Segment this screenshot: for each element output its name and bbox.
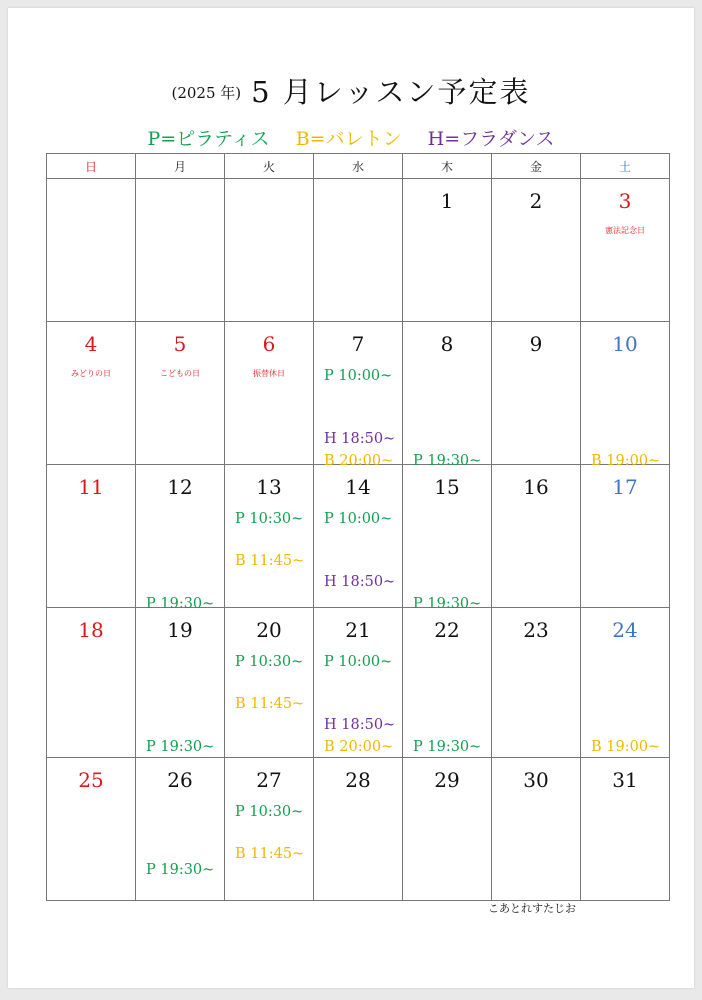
day-number: 14 [345, 475, 371, 499]
calendar-day-cell [403, 322, 492, 469]
day-number: 12 [167, 475, 193, 499]
weekday-header: 月 [136, 154, 225, 179]
lesson-entry: H 18:50~ [324, 717, 396, 733]
day-number: 1 [440, 189, 454, 213]
weekday-header-row [47, 154, 670, 179]
day-number: 30 [523, 768, 549, 792]
calendar-day-cell [225, 179, 314, 322]
day-number: 26 [167, 768, 193, 792]
calendar-day-cell [581, 179, 670, 322]
calendar-day-cell [581, 758, 670, 901]
day-number: 10 [612, 332, 638, 356]
calendar-day-cell [403, 608, 492, 758]
calendar-day-cell [47, 608, 136, 758]
lesson-entry: P 19:30~ [146, 596, 215, 612]
calendar-day-cell [225, 608, 314, 758]
lesson-entry: P 10:00~ [324, 368, 393, 384]
lesson-entry: P 10:30~ [235, 804, 304, 820]
calendar-day-cell [492, 179, 581, 322]
calendar-day-cell [581, 608, 670, 758]
lesson-entry: P 19:30~ [146, 862, 215, 878]
day-number: 15 [434, 475, 460, 499]
calendar-day-cell [136, 322, 225, 465]
day-number: 7 [351, 332, 365, 356]
weekday-header: 土 [581, 154, 670, 179]
page-title [8, 70, 694, 111]
weekday-header: 日 [47, 154, 136, 179]
day-number: 23 [523, 618, 549, 642]
day-number: 24 [612, 618, 638, 642]
lesson-entry: P 10:00~ [324, 654, 393, 670]
lesson-entry: H 18:50~ [324, 431, 396, 447]
calendar-day-cell [314, 608, 403, 758]
day-number: 4 [84, 332, 98, 356]
day-number: 29 [434, 768, 460, 792]
calendar-week-row [47, 179, 670, 322]
legend [8, 124, 694, 151]
day-number: 13 [256, 475, 282, 499]
day-number: 20 [256, 618, 282, 642]
lesson-entry: P 10:30~ [235, 511, 304, 527]
lesson-entry: P 19:30~ [413, 596, 482, 612]
legend-barreton: B=バレトン [295, 128, 402, 150]
calendar-day-cell [314, 758, 403, 901]
lesson-entry: P 19:30~ [413, 739, 482, 755]
calendar-day-cell [403, 465, 492, 612]
day-number: 19 [167, 618, 193, 642]
lesson-entry: H 18:50~ [324, 574, 396, 590]
day-number: 25 [78, 768, 104, 792]
legend-hula: H=フラダンス [427, 128, 555, 150]
weekday-header: 金 [492, 154, 581, 179]
holiday-label: 振替休日 [253, 369, 285, 378]
calendar-day-cell [225, 322, 314, 465]
calendar-day-cell [492, 322, 581, 465]
lesson-entry: P 10:30~ [235, 654, 304, 670]
weekday-header: 水 [314, 154, 403, 179]
title-main: 5 月レッスン予定表 [251, 75, 531, 109]
calendar-week-row [47, 465, 670, 608]
day-number: 3 [618, 189, 632, 213]
day-number: 18 [78, 618, 104, 642]
calendar-day-cell [136, 179, 225, 322]
lesson-entry: B 11:45~ [235, 553, 305, 569]
calendar-day-cell [136, 758, 225, 901]
holiday-label: こどもの日 [160, 369, 200, 378]
day-number: 16 [523, 475, 549, 499]
lesson-entry: B 20:00~ [324, 453, 394, 469]
calendar-day-cell [47, 465, 136, 608]
calendar-day-cell [136, 465, 225, 612]
studio-name: こあとれすたじお [488, 902, 576, 915]
calendar-day-cell [47, 322, 136, 465]
day-number: 2 [529, 189, 543, 213]
day-number: 22 [434, 618, 460, 642]
day-number: 31 [612, 768, 638, 792]
lesson-entry: P 19:30~ [146, 739, 215, 755]
day-number: 28 [345, 768, 371, 792]
calendar-day-cell [581, 322, 670, 469]
lesson-entry: B 20:00~ [324, 739, 394, 755]
schedule-page [8, 8, 694, 988]
calendar-day-cell [492, 465, 581, 608]
calendar-day-cell [581, 465, 670, 608]
lesson-entry: B 11:45~ [235, 696, 305, 712]
calendar-day-cell [47, 179, 136, 322]
calendar-day-cell [403, 758, 492, 901]
calendar-day-cell [314, 179, 403, 322]
day-number: 9 [529, 332, 543, 356]
calendar-day-cell [47, 758, 136, 901]
lesson-entry: P 10:00~ [324, 511, 393, 527]
day-number: 6 [262, 332, 276, 356]
holiday-label: 憲法記念日 [605, 226, 645, 235]
legend-pilates: P=ピラティス [147, 128, 270, 150]
day-number: 27 [256, 768, 282, 792]
weekday-header: 火 [225, 154, 314, 179]
calendar-table [46, 153, 670, 901]
lesson-entry: B 11:45~ [235, 846, 305, 862]
calendar-day-cell [314, 465, 403, 608]
day-number: 21 [345, 618, 371, 642]
title-year: (2025 年) [171, 84, 242, 102]
calendar-day-cell [136, 608, 225, 758]
holiday-label: みどりの日 [71, 369, 111, 378]
calendar-day-cell [492, 608, 581, 758]
calendar-day-cell [314, 322, 403, 469]
calendar-week-row [47, 322, 670, 465]
day-number: 8 [440, 332, 454, 356]
day-number: 5 [173, 332, 187, 356]
calendar-day-cell [492, 758, 581, 901]
day-number: 17 [612, 475, 638, 499]
calendar-day-cell [225, 465, 314, 608]
calendar-day-cell [403, 179, 492, 322]
calendar-week-row [47, 608, 670, 758]
calendar-day-cell [225, 758, 314, 901]
weekday-header: 木 [403, 154, 492, 179]
lesson-entry: P 19:30~ [413, 453, 482, 469]
calendar-week-row [47, 758, 670, 901]
day-number: 11 [78, 475, 104, 499]
lesson-entry: B 19:00~ [591, 453, 661, 469]
lesson-entry: B 19:00~ [591, 739, 661, 755]
